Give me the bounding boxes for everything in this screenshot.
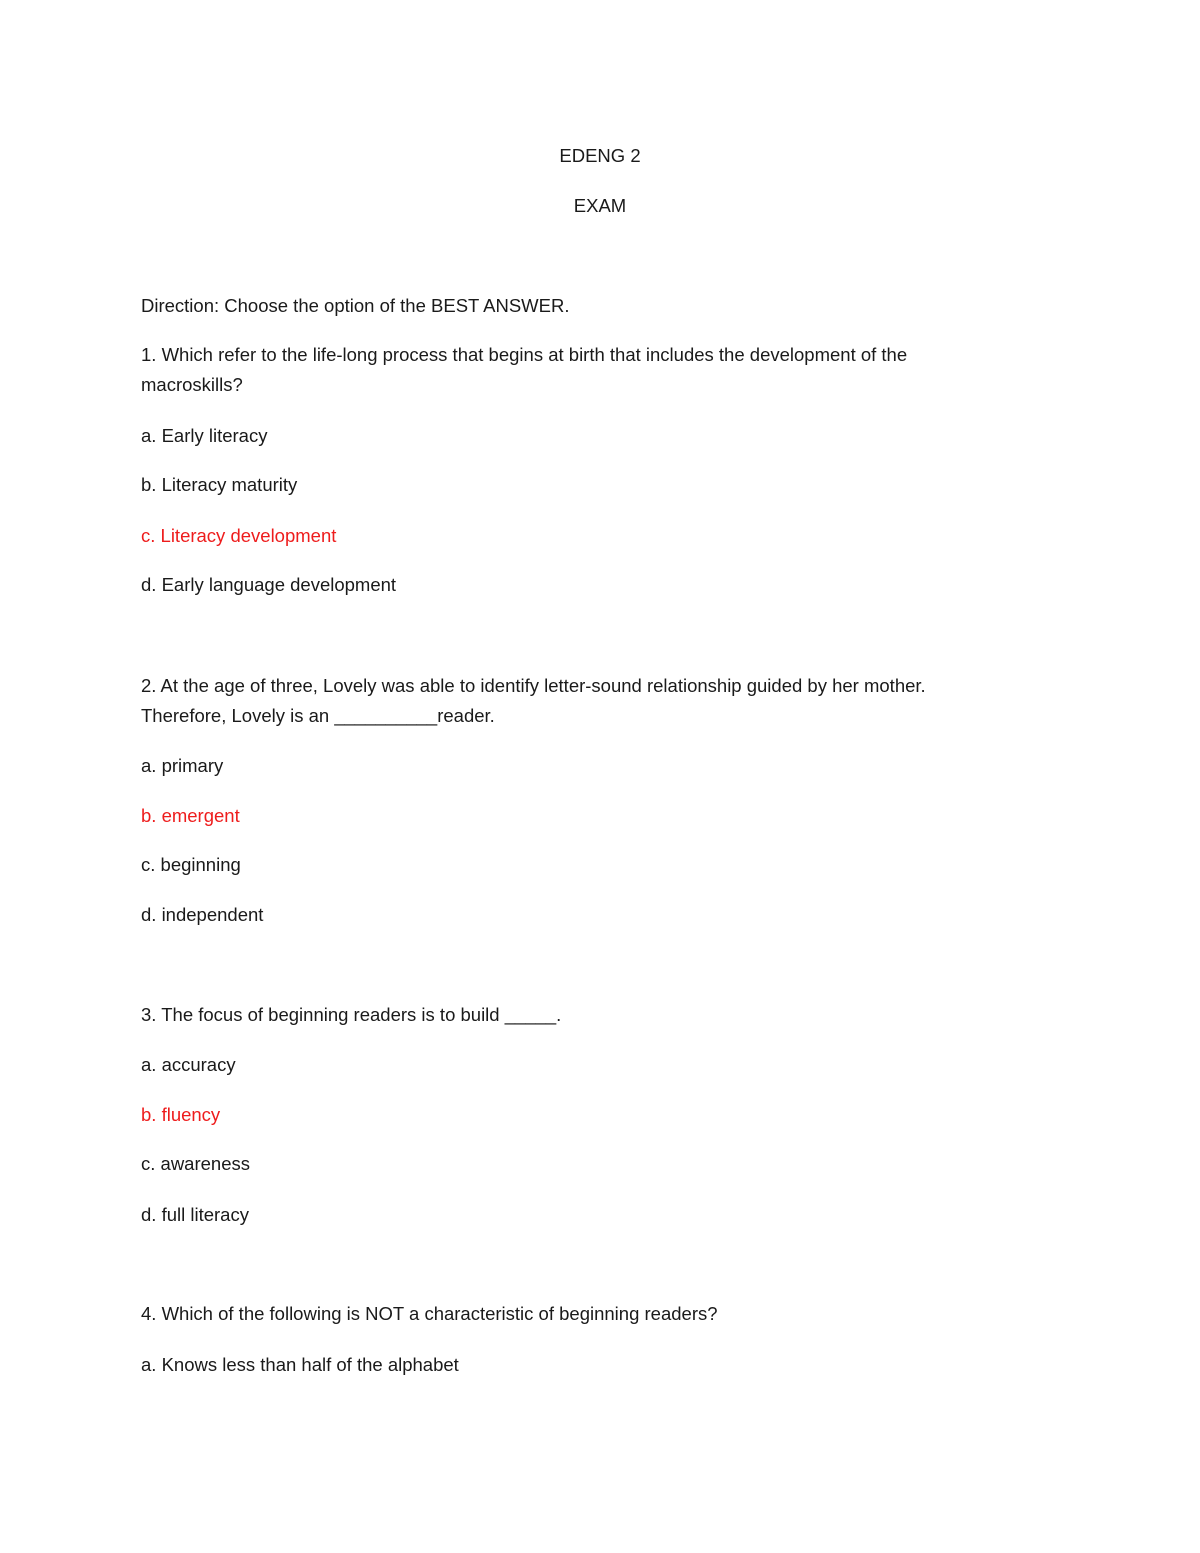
option-c-correct-answer: c. Literacy development: [141, 525, 337, 546]
question-stem: 3. The focus of beginning readers is to build _____.: [141, 1004, 562, 1025]
option-a: a. primary: [141, 755, 224, 776]
option-d: d. independent: [141, 904, 264, 925]
option-d: d. full literacy: [141, 1204, 249, 1225]
option-a: a. Knows less than half of the alphabet: [141, 1354, 459, 1375]
question-stem-continued: macroskills?: [141, 374, 243, 395]
question-stem: 2. At the age of three, Lovely was able to identify letter-sound relationship guided by her mother.: [141, 675, 926, 696]
option-b-correct-answer: b. emergent: [141, 805, 240, 826]
option-b: b. Literacy maturity: [141, 474, 298, 495]
option-c: c. beginning: [141, 854, 241, 875]
question-stem: 4. Which of the following is NOT a characteristic of beginning readers?: [141, 1303, 718, 1324]
option-c: c. awareness: [141, 1153, 250, 1174]
exam-title: EXAM: [573, 195, 627, 216]
option-b-correct-answer: b. fluency: [141, 1104, 221, 1125]
option-d: d. Early language development: [141, 574, 397, 595]
direction-text: Direction: Choose the option of the BEST ANSWER.: [141, 295, 570, 316]
option-a: a. Early literacy: [141, 425, 268, 446]
question-stem: 1. Which refer to the life-long process that begins at birth that includes the development of the: [141, 344, 908, 365]
question-stem-continued: Therefore, Lovely is an __________reader.: [141, 705, 495, 726]
option-a: a. accuracy: [141, 1054, 236, 1075]
course-code: EDENG 2: [559, 145, 641, 166]
